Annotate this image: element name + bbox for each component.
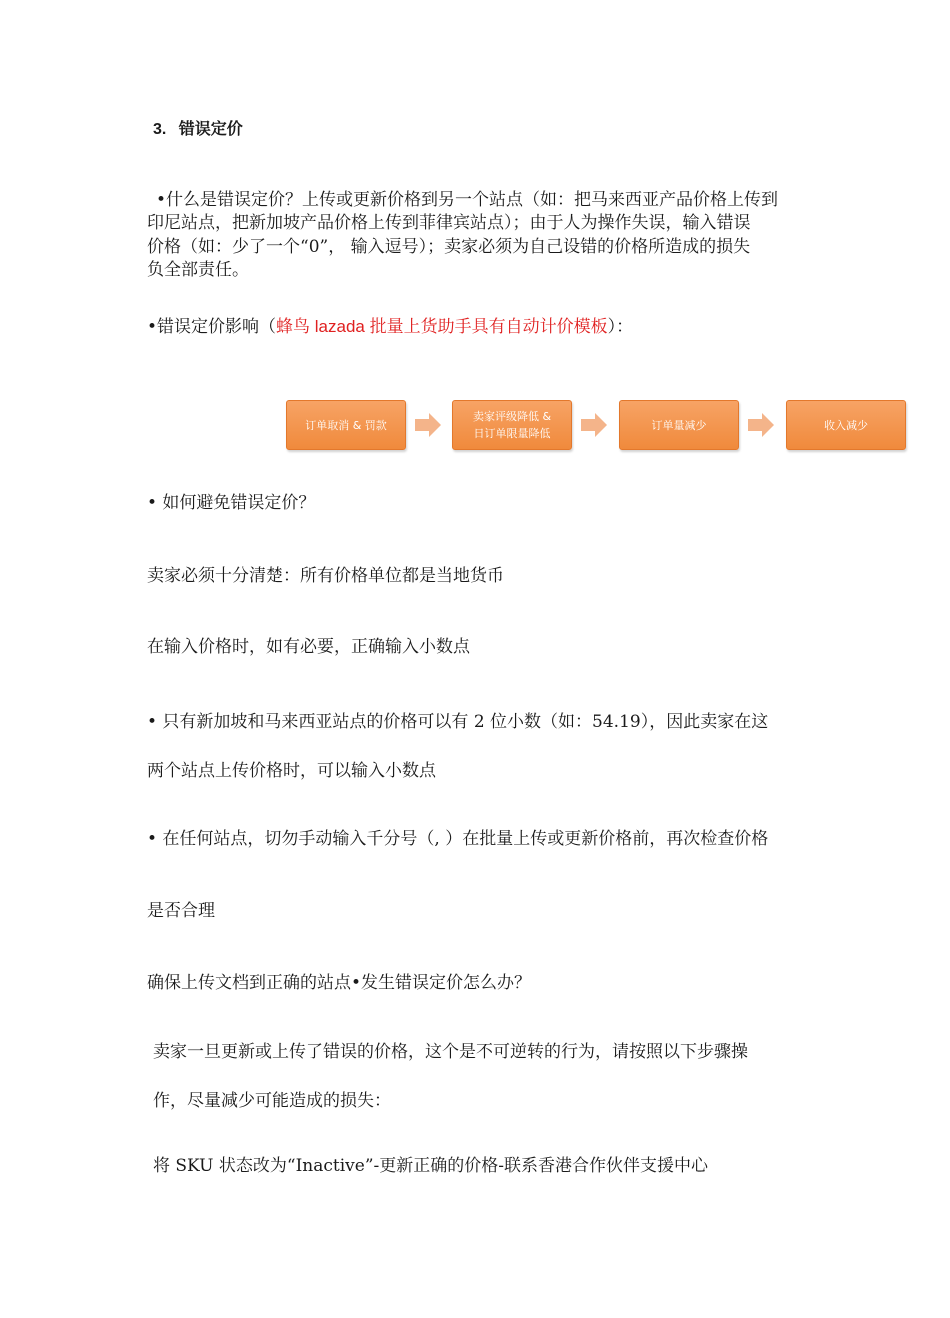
- flow-step-1-label: 订单取消 & 罚款: [305, 418, 387, 432]
- what-is-line-4: 负全部责任。: [147, 260, 249, 280]
- avoid-question: • 如何避免错误定价？: [147, 493, 316, 513]
- avoid-point-2: 在输入价格时，如有必要，正确输入小数点: [147, 637, 470, 657]
- flow-step-1: [286, 400, 406, 450]
- avoid-point-4a: • 在任何站点，切勿手动输入千分号（, ）在批量上传或更新价格前，再次检查价格: [147, 829, 769, 849]
- avoid-point-4b: 是否合理: [147, 901, 215, 921]
- impact-flow-diagram: [286, 400, 906, 450]
- arrow-right-icon: [415, 413, 441, 437]
- avoid-point-5: 确保上传文档到正确的站点•发生错误定价怎么办？: [147, 973, 532, 993]
- flow-step-2: [452, 400, 572, 450]
- what-is-line-3: 价格（如：少了一个“0”， 输入逗号）；卖家必须为自己设错的价格所造成的损失: [147, 237, 751, 257]
- avoid-point-3a: • 只有新加坡和马来西亚站点的价格可以有 2 位小数（如：54.19），因此卖家在这: [147, 712, 769, 732]
- avoid-point-3b: 两个站点上传价格时，可以输入小数点: [147, 761, 436, 781]
- flow-step-4-label: 收入减少: [824, 418, 868, 432]
- section-heading: [153, 118, 243, 142]
- remedy-line-3: 将 SKU 状态改为“Inactive”-更新正确的价格-联系香港合作伙伴支援中心: [153, 1156, 708, 1176]
- flow-step-2-label-1: 卖家评级降低 &: [472, 410, 552, 423]
- heading-title: 错误定价: [178, 121, 243, 138]
- what-is-line-2: 印尼站点，把新加坡产品价格上传到菲律宾站点）；由于人为操作失误，输入错误: [147, 213, 751, 233]
- impact-prefix: •错误定价影响（: [147, 317, 277, 337]
- impact-line: [147, 315, 633, 339]
- flow-step-4: [786, 400, 906, 450]
- heading-number: 3.: [153, 121, 167, 138]
- arrow-right-icon: [748, 413, 774, 437]
- impact-highlight-link: 蜂鸟 lazada 批量上货助手具有自动计价模板: [276, 317, 608, 336]
- flow-step-3: [619, 400, 739, 450]
- avoid-point-1: 卖家必须十分清楚：所有价格单位都是当地货币: [147, 566, 504, 586]
- arrow-right-icon: [581, 413, 607, 437]
- what-is-line-1: •什么是错误定价？上传或更新价格到另一个站点（如：把马来西亚产品价格上传到: [156, 190, 779, 210]
- impact-suffix: ）：: [607, 317, 634, 337]
- flow-step-3-label: 订单量减少: [651, 418, 707, 432]
- flow-step-2-label-2: 日订单限量降低: [473, 427, 551, 440]
- remedy-line-1: 卖家一旦更新或上传了错误的价格，这个是不可逆转的行为，请按照以下步骤操: [153, 1042, 748, 1062]
- remedy-line-2: 作，尽量减少可能造成的损失：: [153, 1091, 391, 1111]
